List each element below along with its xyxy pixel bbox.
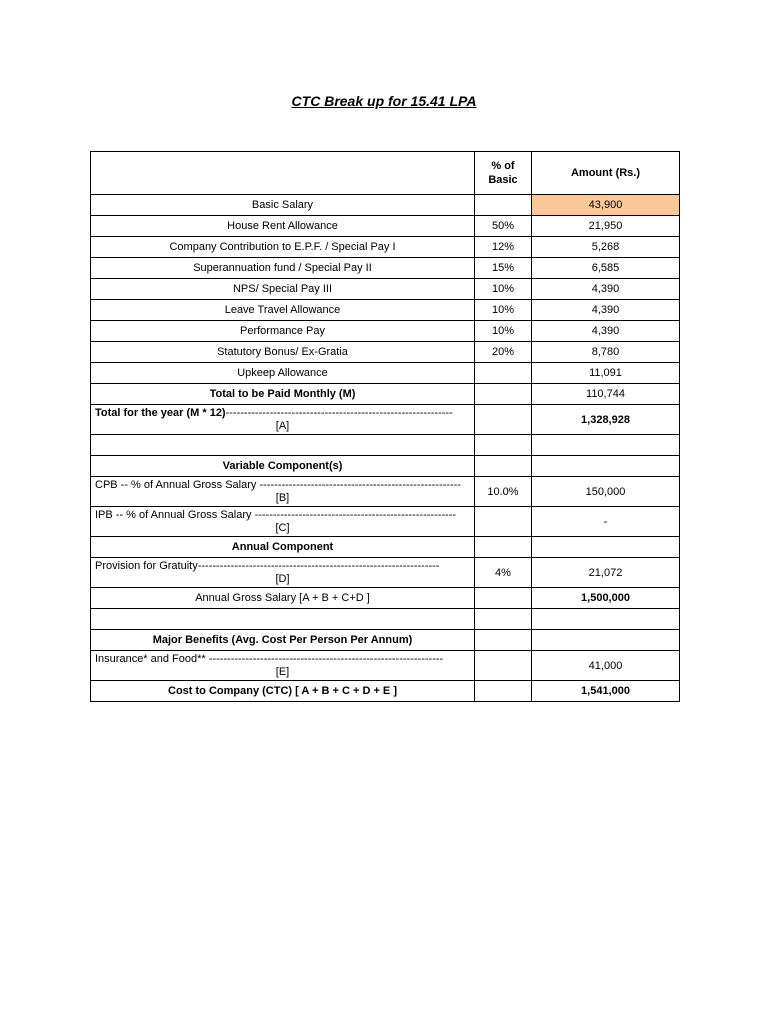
- header-pct-cell: [475, 152, 532, 195]
- row-amount: 110,744: [532, 384, 680, 405]
- ipb-tag: [C]: [275, 521, 290, 534]
- header-amount-cell: Amount (Rs.): [532, 152, 680, 195]
- row-label: Upkeep Allowance: [91, 363, 475, 384]
- row-label: House Rent Allowance: [91, 216, 475, 237]
- row-label: Basic Salary: [91, 195, 475, 216]
- gratuity-tag: [D]: [275, 572, 290, 585]
- row-amount: 4,390: [532, 300, 680, 321]
- ipb-pct: [475, 507, 532, 537]
- table-row-ctc-total: [91, 681, 680, 702]
- table-row-epf: [91, 237, 680, 258]
- table-row-annual-gross: [91, 588, 680, 609]
- table-row-cpb: [91, 477, 680, 507]
- row-label: Leave Travel Allowance: [91, 300, 475, 321]
- row-amount: 4,390: [532, 279, 680, 300]
- insurance-label: Insurance* and Food**: [95, 652, 206, 665]
- table-row-spacer: [91, 435, 680, 456]
- row-amount: 11,091: [532, 363, 680, 384]
- table-row-ipb: [91, 507, 680, 537]
- empty-cell: [475, 456, 532, 477]
- row-label: Superannuation fund / Special Pay II: [91, 258, 475, 279]
- yearly-pct-cell: [475, 405, 532, 435]
- row-amount: 5,268: [532, 237, 680, 258]
- table-row-nps: [91, 279, 680, 300]
- spacer-cell: [532, 609, 680, 630]
- cpb-amount: 150,000: [532, 477, 680, 507]
- table-row-monthly-total: [91, 384, 680, 405]
- header-pct-line1: % of: [491, 160, 515, 172]
- cpb-label: CPB -- % of Annual Gross Salary: [95, 478, 257, 491]
- insurance-dashes: ----------------------------------------------------------------: [205, 652, 444, 665]
- row-label: NPS/ Special Pay III: [91, 279, 475, 300]
- empty-cell: [475, 588, 532, 609]
- empty-cell: [475, 651, 532, 681]
- benefits-heading: Major Benefits (Avg. Cost Per Person Per Annum): [91, 630, 475, 651]
- ipb-amount: -: [532, 507, 680, 537]
- row-pct: 10%: [475, 279, 532, 300]
- table-header-row: [91, 152, 680, 195]
- yearly-amount: 1,328,928: [532, 405, 680, 435]
- insurance-tag: [E]: [275, 665, 290, 678]
- variable-heading: Variable Component(s): [91, 456, 475, 477]
- basic-salary-amount-highlight: 43,900: [532, 195, 680, 216]
- yearly-label: Total for the year (M * 12): [95, 406, 226, 419]
- annual-heading: Annual Component: [91, 537, 475, 558]
- empty-cell: [475, 537, 532, 558]
- spacer-cell: [91, 435, 475, 456]
- header-label-cell: [91, 152, 475, 195]
- spacer-cell: [475, 435, 532, 456]
- table-row-performance-pay: [91, 321, 680, 342]
- row-label: Company Contribution to E.P.F. / Special Pay I: [91, 237, 475, 258]
- table-row-hra: [91, 216, 680, 237]
- row-amount: 4,390: [532, 321, 680, 342]
- annual-gross-amount: 1,500,000: [532, 588, 680, 609]
- gratuity-label: Provision for Gratuity: [95, 559, 198, 572]
- cpb-label-cell: [91, 477, 475, 507]
- empty-cell: [475, 681, 532, 702]
- ipb-label-cell: [91, 507, 475, 537]
- document-title: CTC Break up for 15.41 LPA: [291, 93, 477, 109]
- row-pct: 10%: [475, 300, 532, 321]
- spacer-cell: [475, 609, 532, 630]
- table-row-superannuation: [91, 258, 680, 279]
- row-pct: 12%: [475, 237, 532, 258]
- yearly-dashes: --------------------------------------------------------------: [225, 406, 453, 419]
- gratuity-amount: 21,072: [532, 558, 680, 588]
- insurance-amount: 41,000: [532, 651, 680, 681]
- yearly-tag: [A]: [275, 419, 290, 432]
- table-row-insurance-food: [91, 651, 680, 681]
- cpb-dashes: -------------------------------------------------------: [256, 478, 461, 491]
- row-label: Total to be Paid Monthly (M): [91, 384, 475, 405]
- table-row-spacer: [91, 609, 680, 630]
- row-amount: 8,780: [532, 342, 680, 363]
- row-amount: 6,585: [532, 258, 680, 279]
- ctc-label: Cost to Company (CTC) [ A + B + C + D + E ]: [91, 681, 475, 702]
- row-amount: 21,950: [532, 216, 680, 237]
- row-pct: [475, 195, 532, 216]
- table-row-gratuity: [91, 558, 680, 588]
- table-row-benefits-heading: [91, 630, 680, 651]
- empty-cell: [475, 630, 532, 651]
- header-pct-line2: Basic: [488, 174, 518, 186]
- row-pct: [475, 363, 532, 384]
- yearly-label-cell: [91, 405, 475, 435]
- row-pct: 15%: [475, 258, 532, 279]
- empty-cell: [532, 630, 680, 651]
- row-label: Performance Pay: [91, 321, 475, 342]
- cpb-tag: [B]: [275, 491, 290, 504]
- row-label: Statutory Bonus/ Ex-Gratia: [91, 342, 475, 363]
- row-pct: 50%: [475, 216, 532, 237]
- spacer-cell: [91, 609, 475, 630]
- gratuity-dashes: ------------------------------------------------------------------: [197, 559, 440, 572]
- table-row-basic-salary: [91, 195, 680, 216]
- gratuity-label-cell: [91, 558, 475, 588]
- spacer-cell: [532, 435, 680, 456]
- ipb-dashes: -------------------------------------------------------: [251, 508, 457, 521]
- empty-cell: [532, 537, 680, 558]
- empty-cell: [532, 456, 680, 477]
- ipb-label: IPB -- % of Annual Gross Salary: [95, 508, 252, 521]
- row-pct: 20%: [475, 342, 532, 363]
- cpb-pct: 10.0%: [475, 477, 532, 507]
- table-row-variable-heading: [91, 456, 680, 477]
- annual-gross-label: Annual Gross Salary [A + B + C+D ]: [91, 588, 475, 609]
- ctc-breakup-table: [90, 151, 680, 702]
- table-row-annual-heading: [91, 537, 680, 558]
- gratuity-pct: 4%: [475, 558, 532, 588]
- table-row-yearly-total: [91, 405, 680, 435]
- row-pct: 10%: [475, 321, 532, 342]
- row-pct: [475, 384, 532, 405]
- table-row-upkeep: [91, 363, 680, 384]
- insurance-label-cell: [91, 651, 475, 681]
- table-row-lta: [91, 300, 680, 321]
- ctc-amount: 1,541,000: [532, 681, 680, 702]
- table-row-statutory-bonus: [91, 342, 680, 363]
